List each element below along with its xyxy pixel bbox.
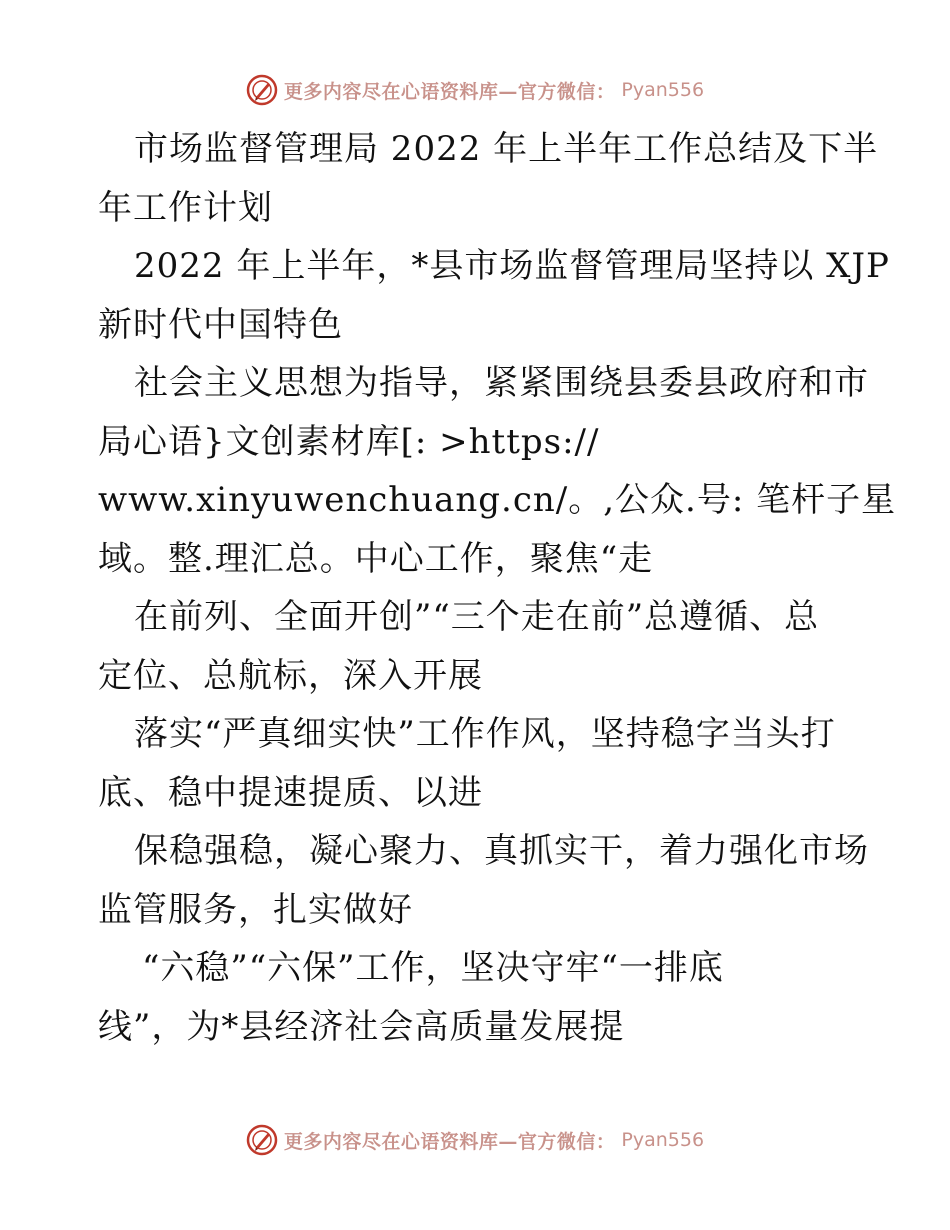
doc-line: 线”，为*县经济社会高质量发展提 bbox=[98, 1006, 625, 1047]
doc-line: 监管服务，扎实做好 bbox=[98, 889, 413, 930]
doc-line: 局心语}文创素材库[: >https:// bbox=[98, 421, 600, 462]
document-body bbox=[98, 120, 897, 1056]
doc-line: 底、稳中提速提质、以进 bbox=[98, 772, 483, 813]
doc-line: 社会主义思想为指导，紧紧围绕县委县政府和市 bbox=[134, 363, 869, 403]
doc-line: 域。整.理汇总。中心工作，聚焦“走 bbox=[98, 538, 654, 579]
doc-line: 年工作计划 bbox=[98, 187, 273, 228]
doc-line: 在前列、全面开创”“三个走在前”总遵循、总 bbox=[134, 597, 820, 637]
doc-line: “六稳”“六保”工作，坚决守牢“一排底 bbox=[142, 948, 724, 988]
watermark-text: 更多内容尽在心语资料库—官方微信： bbox=[283, 80, 616, 103]
doc-line: www.xinyuwenchuang.cn/。,公众.号: 笔杆子星 bbox=[98, 480, 897, 520]
header-watermark bbox=[0, 70, 950, 110]
wechat-id: Pyan556 bbox=[621, 1129, 705, 1151]
watermark-text: 更多内容尽在心语资料库—官方微信： bbox=[283, 1130, 616, 1153]
doc-line: 市场监督管理局 2022 年上半年工作总结及下半 bbox=[134, 129, 879, 169]
doc-line: 落实“严真细实快”工作作风，坚持稳字当头打 bbox=[134, 714, 836, 754]
doc-line: 新时代中国特色 bbox=[98, 304, 343, 345]
wechat-id: Pyan556 bbox=[621, 79, 705, 101]
doc-line: 定位、总航标，深入开展 bbox=[98, 655, 483, 696]
pen-logo-icon bbox=[246, 74, 278, 106]
doc-line: 保稳强稳，凝心聚力、真抓实干，着力强化市场 bbox=[134, 831, 869, 871]
footer-watermark bbox=[0, 1120, 950, 1160]
pen-logo-icon bbox=[246, 1124, 278, 1156]
doc-line: 2022 年上半年，*县市场监督管理局坚持以 XJP bbox=[134, 246, 890, 286]
